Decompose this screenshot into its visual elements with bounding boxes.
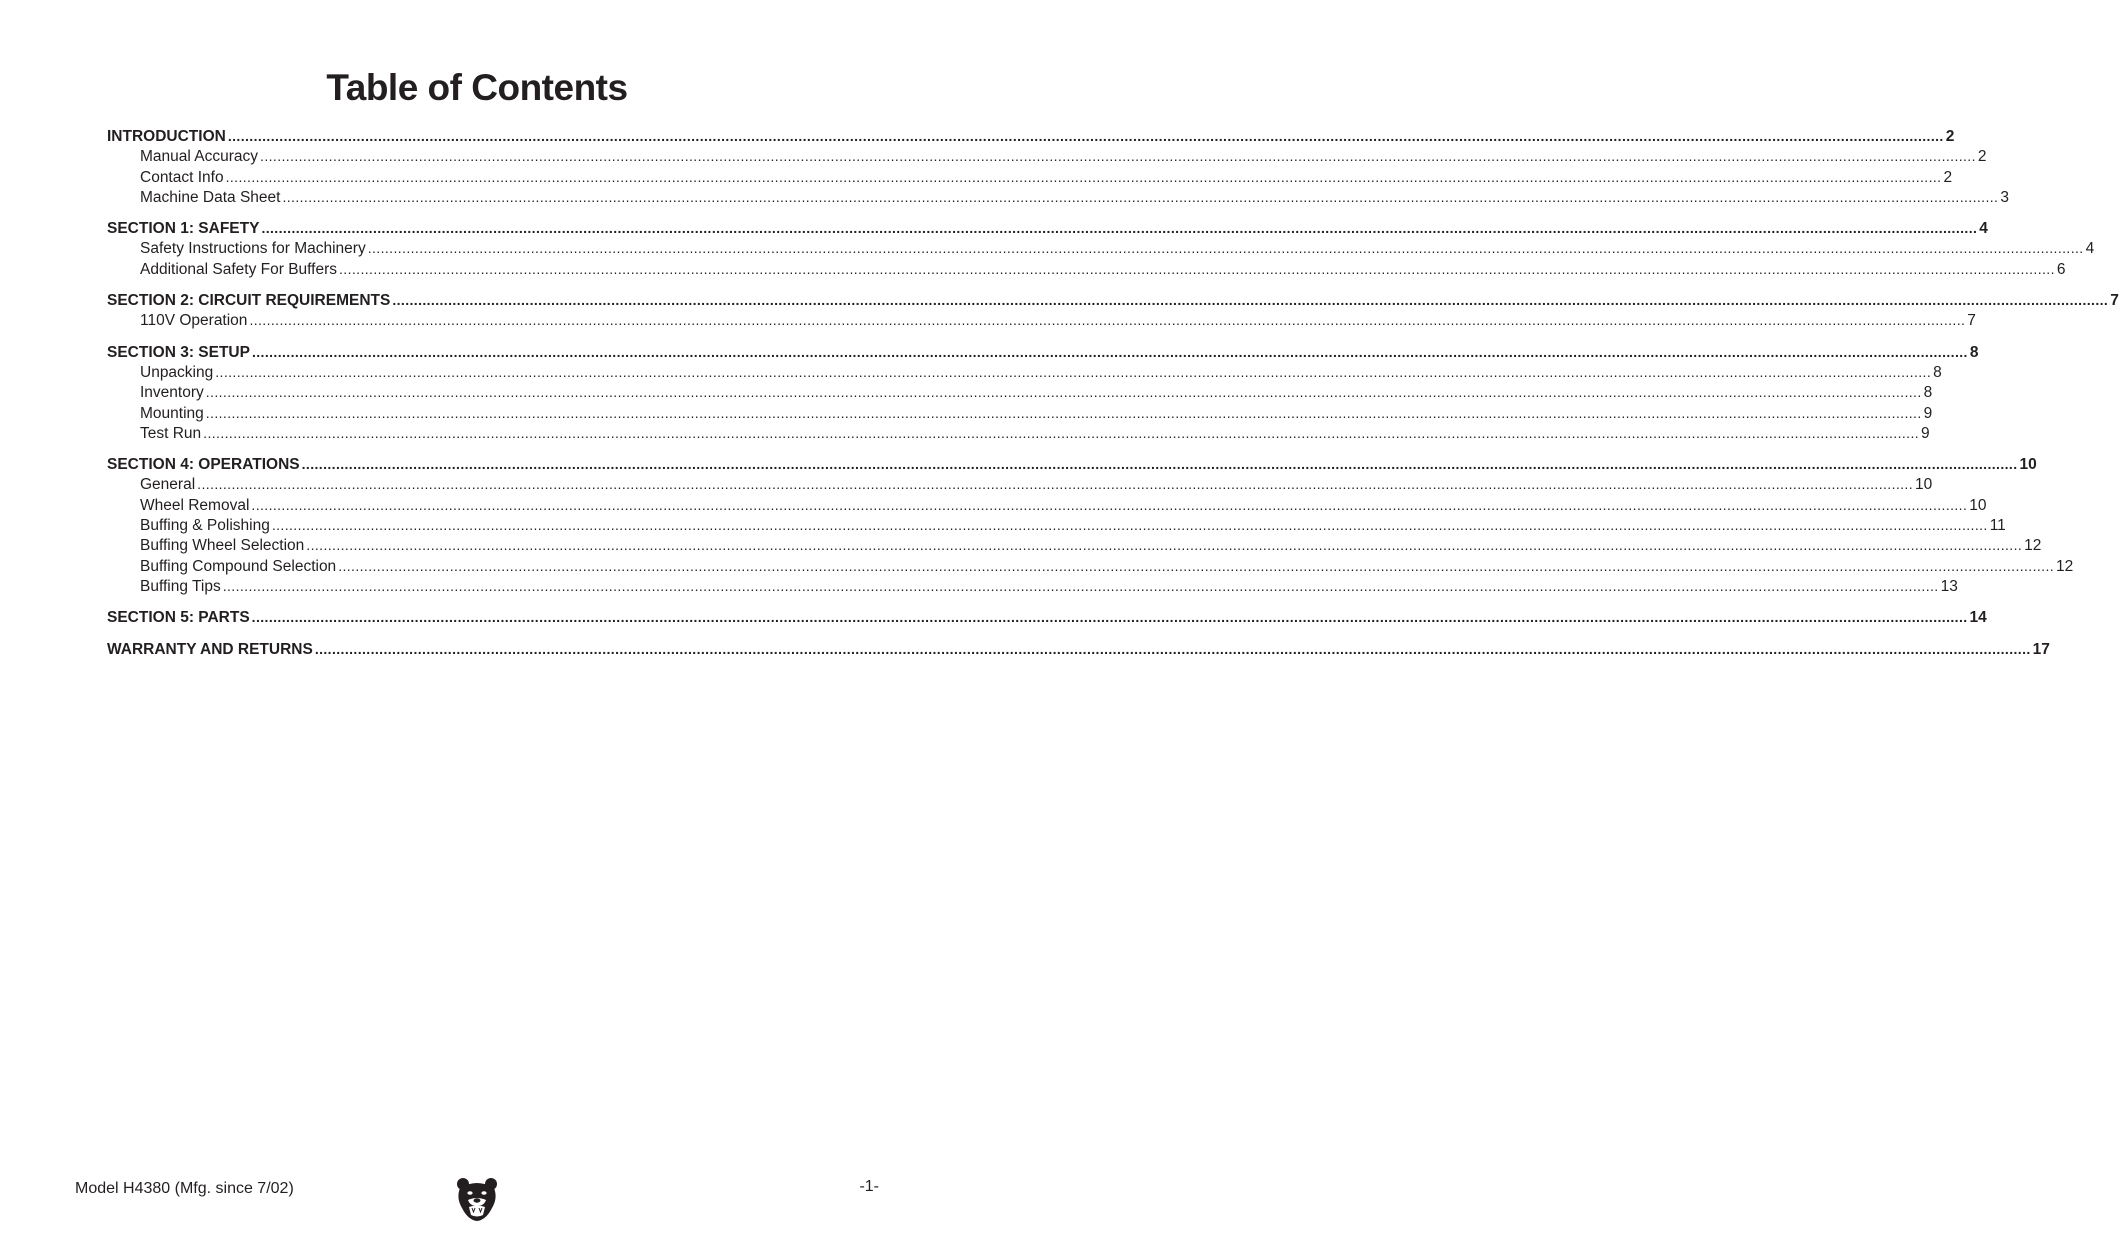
table-of-contents: [107, 126, 2119, 670]
toc-subsection-entry-page: 8: [1923, 384, 1933, 402]
toc-subsection-entry-label: Test Run: [140, 424, 202, 442]
toc-subsection-entry: [107, 515, 2006, 535]
toc-section-entry-page: 8: [1969, 343, 1979, 361]
toc-section-entry-label: SECTION 5: PARTS: [107, 609, 250, 627]
toc-section-entry-page: 10: [2019, 456, 2037, 474]
toc-subsection-entry: [107, 382, 1933, 402]
toc-subsection-entry: [107, 310, 1976, 330]
toc-section: [107, 126, 2009, 207]
dot-leader: ................................................................................................................................................................................................................................................................................................................................................................................................................: [251, 496, 1968, 513]
toc-section-entry: [107, 126, 1955, 146]
toc-subsection-entry: [107, 259, 2066, 279]
toc-subsection-entry-label: Contact Info: [140, 168, 224, 186]
toc-subsection-entry: [107, 576, 1958, 596]
toc-section: [107, 454, 2074, 596]
dot-leader: ................................................................................................................................................................................................................................................................................................................................................................................................................: [251, 609, 1968, 626]
toc-section-entry-label: SECTION 3: SETUP: [107, 343, 250, 361]
toc-section-entry-label: SECTION 4: OPERATIONS: [107, 456, 300, 474]
toc-subsection-entry-label: Manual Accuracy: [140, 148, 259, 166]
dot-leader: ................................................................................................................................................................................................................................................................................................................................................................................................................: [314, 640, 2031, 657]
toc-section-entry-label: SECTION 1: SAFETY: [107, 220, 260, 238]
bear-head-icon: [456, 1176, 498, 1222]
toc-section-entry: [107, 607, 1987, 627]
toc-subsection-entry: [107, 238, 2095, 258]
dot-leader: ................................................................................................................................................................................................................................................................................................................................................................................................................: [197, 476, 1914, 493]
toc-subsection-entry-label: Buffing & Polishing: [140, 517, 270, 535]
dot-leader: ................................................................................................................................................................................................................................................................................................................................................................................................................: [203, 424, 1920, 441]
toc-section: [107, 218, 2095, 279]
toc-subsection-entry-label: Additional Safety For Buffers: [140, 260, 338, 278]
toc-subsection-entry-page: 10: [1915, 476, 1933, 494]
toc-subsection-entry-page: 7: [1967, 312, 1976, 330]
toc-section: [107, 290, 2119, 331]
dot-leader: ................................................................................................................................................................................................................................................................................................................................................................................................................: [261, 220, 1978, 237]
dot-leader: ................................................................................................................................................................................................................................................................................................................................................................................................................: [271, 517, 1988, 534]
toc-subsection-entry-label: Wheel Removal: [140, 496, 250, 514]
toc-subsection-entry-label: General: [140, 476, 196, 494]
toc-subsection-entry-page: 13: [1940, 577, 1958, 595]
dot-leader: ................................................................................................................................................................................................................................................................................................................................................................................................................: [222, 577, 1939, 594]
toc-subsection-entry-label: 110V Operation: [140, 312, 248, 330]
toc-section-entry: [107, 639, 2050, 659]
toc-subsection-entry-label: Buffing Wheel Selection: [140, 537, 305, 555]
dot-leader: ................................................................................................................................................................................................................................................................................................................................................................................................................: [227, 128, 1944, 144]
toc-subsection-entry: [107, 423, 1930, 443]
toc-subsection-entry-label: Mounting: [140, 404, 204, 422]
toc-subsection-entry: [107, 495, 1987, 515]
toc-subsection-entry-label: Unpacking: [140, 363, 214, 381]
toc-section-entry-page: 4: [1979, 220, 1988, 238]
page-title: Table of Contents: [326, 67, 628, 108]
toc-subsection-entry: [107, 146, 1987, 166]
toc-subsection-entry-page: 9: [1921, 424, 1930, 442]
toc-subsection-entry-label: Buffing Compound Selection: [140, 557, 337, 575]
dot-leader: ................................................................................................................................................................................................................................................................................................................................................................................................................: [301, 456, 2018, 473]
dot-leader: ................................................................................................................................................................................................................................................................................................................................................................................................................: [392, 292, 2109, 309]
dot-leader: ................................................................................................................................................................................................................................................................................................................................................................................................................: [338, 557, 2055, 574]
toc-section-entry-page: 17: [2032, 640, 2050, 658]
toc-subsection-entry-page: 12: [2056, 557, 2074, 575]
toc-section: [107, 342, 1979, 443]
toc-subsection-entry: [107, 362, 1942, 382]
toc-subsection-entry: [107, 556, 2074, 576]
toc-section-entry: [107, 218, 1988, 238]
dot-leader: ................................................................................................................................................................................................................................................................................................................................................................................................................: [225, 168, 1942, 185]
toc-subsection-entry: [107, 535, 2042, 555]
toc-subsection-entry-page: 2: [1943, 168, 1953, 186]
dot-leader: ................................................................................................................................................................................................................................................................................................................................................................................................................: [339, 260, 2055, 277]
toc-subsection-entry: [107, 187, 2009, 207]
toc-subsection-entry-page: 8: [1933, 363, 1942, 381]
toc-section: [107, 639, 2050, 659]
toc-section-entry-label: INTRODUCTION: [107, 128, 226, 145]
toc-subsection-entry-page: 11: [1989, 517, 2006, 535]
toc-section-entry-label: SECTION 2: CIRCUIT REQUIREMENTS: [107, 292, 391, 310]
toc-subsection-entry: [107, 167, 1953, 187]
toc-subsection-entry-label: Machine Data Sheet: [140, 188, 281, 206]
toc-section-entry: [107, 290, 2119, 310]
dot-leader: ................................................................................................................................................................................................................................................................................................................................................................................................................: [367, 240, 2084, 257]
toc-subsection-entry-page: 9: [1923, 404, 1933, 422]
toc-subsection-entry-page: 10: [1969, 496, 1987, 514]
toc-subsection-entry-label: Inventory: [140, 384, 204, 402]
footer-model-label: Model H4380 (Mfg. since 7/02): [75, 1180, 294, 1197]
toc-section-entry: [107, 454, 2037, 474]
dot-leader: ................................................................................................................................................................................................................................................................................................................................................................................................................: [205, 404, 1922, 421]
dot-leader: ................................................................................................................................................................................................................................................................................................................................................................................................................: [215, 363, 1932, 380]
toc-subsection-entry-page: 3: [2000, 188, 2009, 206]
toc-section-entry-label: WARRANTY AND RETURNS: [107, 640, 313, 658]
toc-subsection-entry-label: Safety Instructions for Machinery: [140, 240, 366, 258]
dot-leader: ................................................................................................................................................................................................................................................................................................................................................................................................................: [205, 384, 1922, 401]
toc-section-entry-page: 7: [2110, 292, 2119, 310]
toc-section: [107, 607, 1987, 627]
dot-leader: ................................................................................................................................................................................................................................................................................................................................................................................................................: [249, 312, 1966, 329]
dot-leader: ................................................................................................................................................................................................................................................................................................................................................................................................................: [260, 148, 1976, 165]
footer-page-number: -1-: [859, 1178, 879, 1195]
toc-section-entry-page: 14: [1969, 609, 1987, 627]
toc-subsection-entry-page: 2: [1977, 148, 1987, 166]
toc-subsection-entry: [107, 474, 1933, 494]
toc-subsection-entry-page: 6: [2056, 260, 2066, 278]
dot-leader: ................................................................................................................................................................................................................................................................................................................................................................................................................: [306, 537, 2023, 554]
dot-leader: ................................................................................................................................................................................................................................................................................................................................................................................................................: [251, 343, 1968, 360]
toc-subsection-entry-label: Buffing Tips: [140, 577, 221, 595]
dot-leader: ................................................................................................................................................................................................................................................................................................................................................................................................................: [282, 188, 1999, 205]
toc-section-entry-page: 2: [1945, 128, 1955, 145]
toc-section-entry: [107, 342, 1979, 362]
toc-subsection-entry-page: 4: [2085, 240, 2095, 258]
toc-subsection-entry: [107, 403, 1933, 423]
toc-subsection-entry-page: 12: [2024, 537, 2042, 555]
